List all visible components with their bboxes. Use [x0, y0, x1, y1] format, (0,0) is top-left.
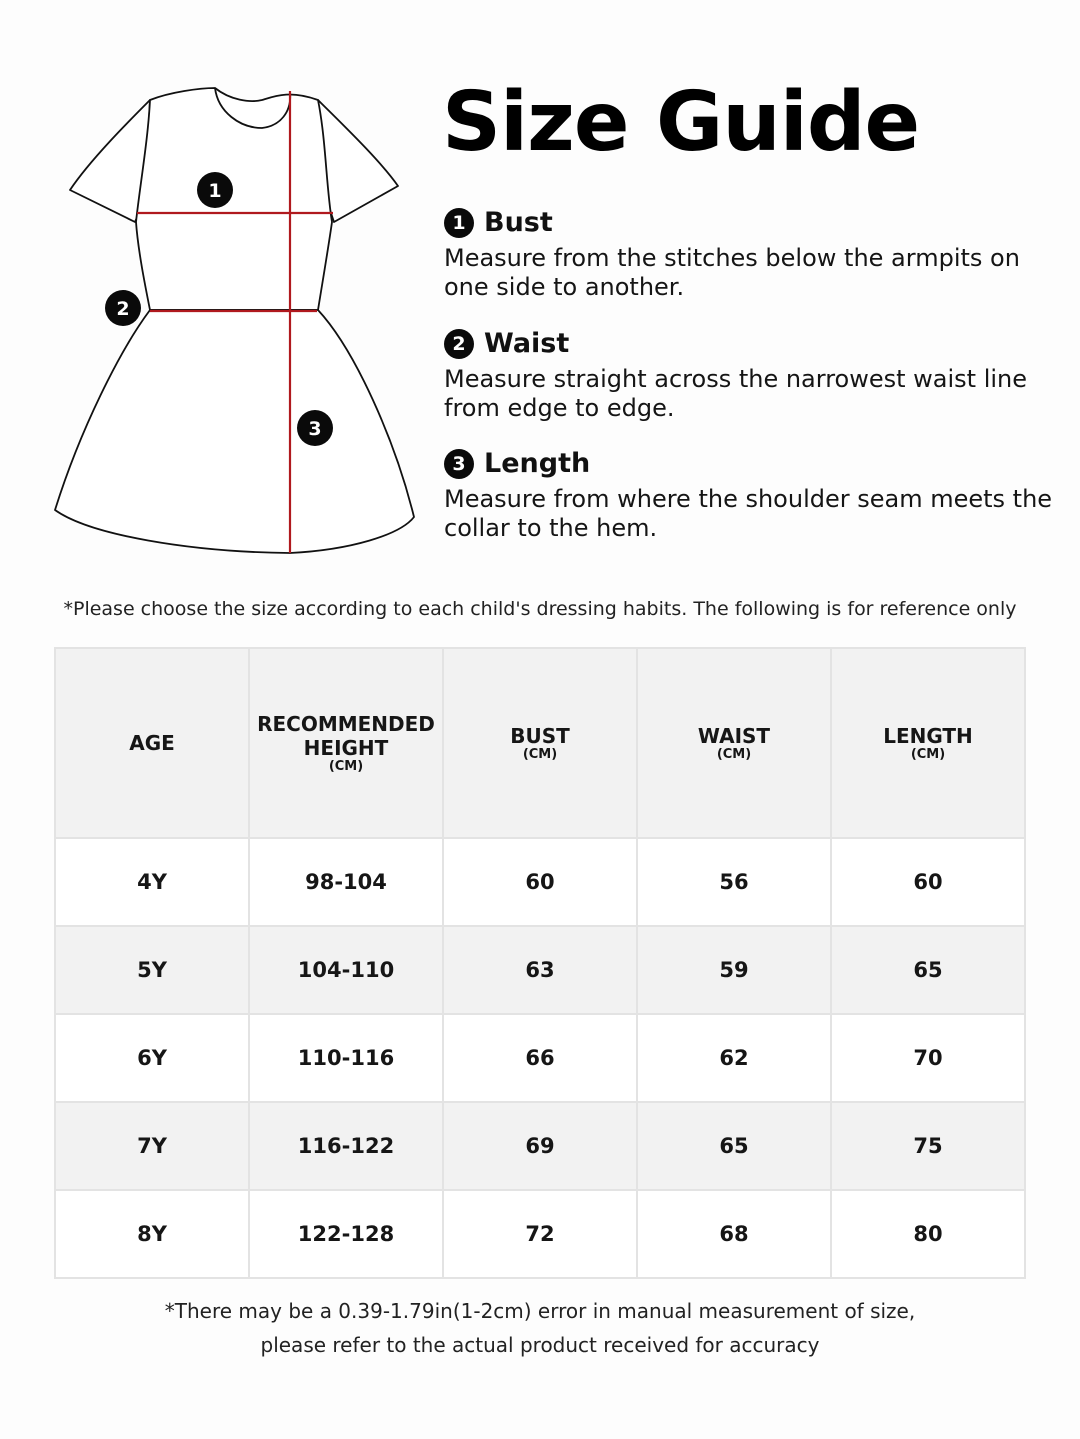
table-row	[55, 838, 1025, 926]
table-row	[55, 1102, 1025, 1190]
table-header-row	[55, 648, 1025, 838]
cell-age: 4Y	[55, 838, 249, 926]
header-height-unit: (CM)	[328, 759, 364, 774]
header-bust: BUST (CM)	[443, 648, 637, 838]
cell-age: 8Y	[55, 1190, 249, 1278]
header-height: RECOMMENDED HEIGHT (CM)	[249, 648, 443, 838]
measure-waist-desc: Measure straight across the narrowest waist line from edge to edge.	[444, 365, 1028, 422]
skirt	[55, 310, 414, 553]
cell-age: 6Y	[55, 1014, 249, 1102]
cell-waist: 65	[637, 1102, 831, 1190]
cell-bust: 63	[443, 926, 637, 1014]
header-waist-unit: (CM)	[716, 747, 752, 762]
cell-age: 5Y	[55, 926, 249, 1014]
measure-bust-header	[444, 207, 1054, 238]
dress-diagram	[40, 80, 430, 570]
marker-2	[105, 290, 141, 326]
svg-text:1: 1	[208, 180, 222, 202]
marker-3	[297, 410, 333, 446]
cell-waist: 68	[637, 1190, 831, 1278]
measure-length-desc: Measure from where the shoulder seam meets the collar to the hem.	[444, 485, 1053, 542]
cell-length: 60	[831, 838, 1025, 926]
header-bust-unit: (CM)	[522, 747, 558, 762]
note-line-1: *There may be a 0.39-1.79in(1-2cm) error in manual measurement of size,	[164, 1299, 916, 1323]
number-badge-2: 2	[444, 329, 474, 359]
measure-bust-desc: Measure from the stitches below the armpits on one side to another.	[444, 244, 1020, 301]
cell-height: 110-116	[249, 1014, 443, 1102]
measure-length	[444, 448, 1054, 543]
number-badge-3: 3	[444, 449, 474, 479]
cell-height: 104-110	[249, 926, 443, 1014]
measure-waist-title: Waist	[484, 328, 570, 359]
cell-bust: 66	[443, 1014, 637, 1102]
measure-waist	[444, 328, 1054, 423]
table-row	[55, 926, 1025, 1014]
note-line-2: please refer to the actual product received for accuracy	[260, 1333, 820, 1357]
bodice	[136, 88, 332, 310]
cell-height: 122-128	[249, 1190, 443, 1278]
measure-bust	[444, 207, 1054, 302]
page-title: Size Guide	[442, 75, 920, 170]
header-waist: WAIST (CM)	[637, 648, 831, 838]
measure-length-title: Length	[484, 448, 591, 479]
cell-length: 70	[831, 1014, 1025, 1102]
measurement-error-note	[0, 1294, 1080, 1362]
table-row	[55, 1190, 1025, 1278]
cell-length: 75	[831, 1102, 1025, 1190]
cell-waist: 56	[637, 838, 831, 926]
header-length-unit: (CM)	[910, 747, 946, 762]
cell-height: 98-104	[249, 838, 443, 926]
cell-length: 80	[831, 1190, 1025, 1278]
cell-bust: 60	[443, 838, 637, 926]
table-row	[55, 1014, 1025, 1102]
number-badge-1: 1	[444, 208, 474, 238]
header-age: AGE	[55, 648, 249, 838]
measure-length-header	[444, 448, 1054, 479]
cell-height: 116-122	[249, 1102, 443, 1190]
marker-1	[197, 172, 233, 208]
header-length: LENGTH (CM)	[831, 648, 1025, 838]
cell-length: 65	[831, 926, 1025, 1014]
reference-note: *Please choose the size according to each child's dressing habits. The following is for reference only	[63, 598, 1017, 620]
cell-age: 7Y	[55, 1102, 249, 1190]
cell-bust: 69	[443, 1102, 637, 1190]
cell-waist: 62	[637, 1014, 831, 1102]
size-table	[54, 647, 1026, 1279]
measure-waist-header	[444, 328, 1054, 359]
measure-bust-title: Bust	[484, 207, 553, 238]
svg-text:3: 3	[308, 418, 322, 440]
svg-text:2: 2	[116, 298, 130, 320]
cell-bust: 72	[443, 1190, 637, 1278]
cell-waist: 59	[637, 926, 831, 1014]
